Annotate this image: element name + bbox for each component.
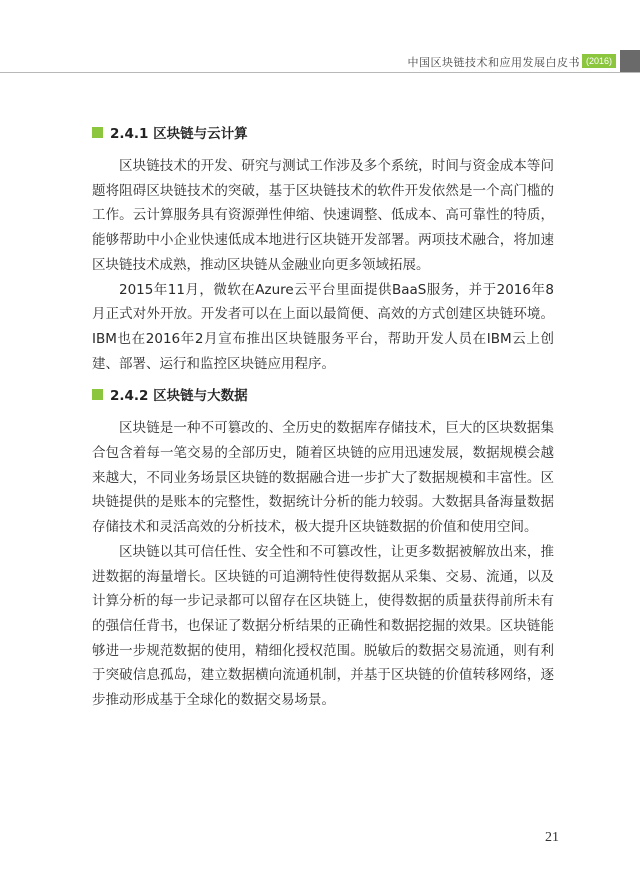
section-big-data bbox=[92, 384, 554, 712]
page-header bbox=[0, 0, 640, 76]
square-bullet-icon bbox=[92, 127, 103, 138]
section-heading-text: 2.4.1 区块链与云计算 bbox=[110, 126, 248, 142]
paragraph: 区块链以其可信任性、安全性和不可篡改性，让更多数据被解放出来，推进数据的海量增长。区块链的可追溯特性使得数据从采集、交易、流通，以及计算分析的每一步记录都可以留存在区块链上，使得数据的质量获得前所未有的强信任背书，也保证了数据分析结果的正确性和数据挖掘的效果。区块链能够进一步规范数据的使用，精细化授权范围。脱敏后的数据交易流通，则有利于突破信息孤岛，建立数据横向流通机制，并基于区块链的价值转移网络，逐步推动形成基于全球化的数据交易场景。 bbox=[92, 543, 554, 709]
page-content bbox=[92, 122, 554, 713]
header-divider bbox=[0, 72, 640, 73]
header-year-badge: (2016) bbox=[582, 54, 616, 68]
header-title: 中国区块链技术和应用发展白皮书 bbox=[407, 56, 580, 69]
section-heading bbox=[92, 122, 554, 142]
section-heading-text: 2.4.2 区块链与大数据 bbox=[110, 388, 248, 405]
square-bullet-icon bbox=[92, 389, 103, 400]
section-heading bbox=[92, 384, 554, 404]
header-tab-marker bbox=[620, 50, 640, 72]
section-cloud-computing bbox=[92, 122, 554, 376]
paragraph: 2015年11月，微软在Azure云平台里面提供BaaS服务，并于2016年8月正式对外开放。开发者可以在上面以最简便、高效的方式创建区块链环境。IBM也在2016年2月宣布推出区块链服务平台，帮助开发人员在IBM云上创建、部署、运行和监控区块链应用程序。 bbox=[92, 281, 554, 372]
paragraph: 区块链是一种不可篡改的、全历史的数据库存储技术，巨大的区块数据集合包含着每一笔交易的全部历史，随着区块链的应用迅速发展，数据规模会越来越大，不同业务场景区块链的数据融合进一步扩大了数据规模和丰富性。区块链提供的是账本的完整性，数据统计分析的能力较弱。大数据具备海量数据存储技术和灵活高效的分析技术，极大提升区块链数据的价值和使用空间。 bbox=[92, 420, 554, 536]
page-number: 21 bbox=[545, 830, 559, 845]
paragraph: 区块链技术的开发、研究与测试工作涉及多个系统，时间与资金成本等问题将阻碍区块链技术的突破，基于区块链技术的软件开发依然是一个高门槛的工作。云计算服务具有资源弹性伸缩、快速调整、低成本、高可靠性的特质，能够帮助中小企业快速低成本地进行区块链开发部署。两项技术融合，将加速区块链技术成熟，推动区块链从金融业向更多领域拓展。 bbox=[92, 158, 554, 273]
